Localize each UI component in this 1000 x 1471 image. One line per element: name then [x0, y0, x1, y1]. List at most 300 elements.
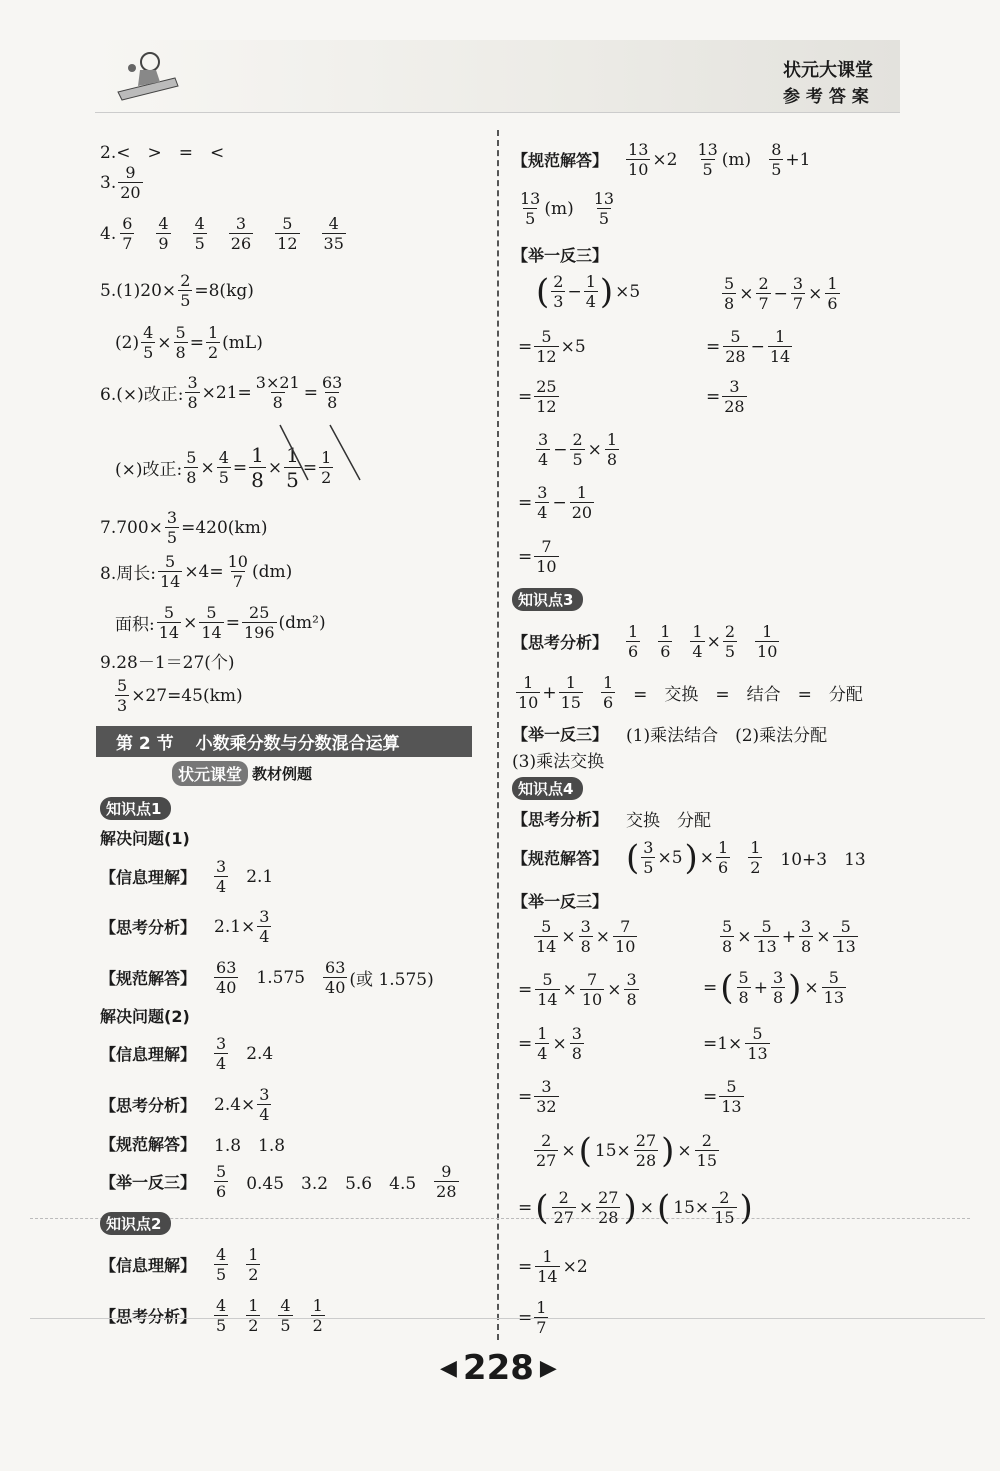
fraction: $\frac{4}{5}$: [194, 214, 205, 253]
answer-label: 【规范解答】: [512, 849, 609, 868]
calc-a-2: [518, 327, 586, 366]
text: ×21=: [201, 382, 252, 403]
answer-q8-2: [115, 603, 326, 642]
fraction: $\frac{5}{13}$: [721, 1077, 742, 1116]
fraction: $\frac{5}{14}$: [158, 603, 180, 642]
info-label: 【信息理解】: [100, 1256, 197, 1275]
answer-label: 【规范解答】: [100, 969, 197, 988]
fraction: $\frac{1}{7}$: [536, 1298, 547, 1337]
value: 2.4×: [214, 1094, 256, 1115]
fraction: $\frac{63}{40}$: [325, 958, 346, 997]
fraction: $\frac{8}{5}$: [771, 140, 782, 179]
fraction: $\frac{3}{32}$: [536, 1077, 557, 1116]
paren: ): [788, 967, 802, 1008]
fraction: $\frac{2}{7}$: [758, 274, 769, 313]
kp4-think: 交换 分配: [626, 811, 712, 831]
fraction: $\frac{13}{5}$: [697, 140, 718, 179]
equals: =: [706, 386, 721, 407]
answer-q9-2: [115, 676, 243, 715]
text: ×2: [652, 149, 678, 170]
cancel-strokes: [267, 420, 380, 500]
fraction: $\frac{1}{2}$: [321, 448, 332, 487]
text: 15×: [673, 1197, 710, 1218]
think-label: 【思考分析】: [100, 1096, 197, 1115]
r-answer-row: [512, 140, 810, 179]
equals: =: [303, 382, 318, 403]
times: ×: [699, 847, 715, 868]
calc-b-1: [722, 274, 840, 313]
fraction: $\frac{7}{10}$: [581, 970, 603, 1009]
fraction: $\frac{1}{2}$: [312, 1296, 323, 1335]
paren: (: [536, 271, 550, 312]
equals: =: [518, 1307, 533, 1328]
calc-a-1: [536, 272, 640, 311]
fraction: $\frac{3\times 21}{8}$: [255, 373, 300, 412]
fraction: $\frac{1}{15}$: [560, 673, 581, 712]
text: ×2: [562, 1256, 588, 1277]
fraction: $\frac{3}{7}$: [792, 274, 804, 313]
answer-q4: [100, 214, 346, 253]
page-header: [95, 40, 900, 113]
fraction: $\frac{1}{2}$: [207, 323, 219, 362]
q9-2-tail: ×27=45(km): [131, 685, 243, 706]
fraction: $\frac{6}{7}$: [122, 214, 133, 253]
kp3-think-row: [512, 622, 779, 661]
equals: =: [706, 336, 721, 357]
calc-e-3: [703, 1024, 770, 1063]
unit: (dm²): [278, 612, 326, 633]
r-answer-row-2: [518, 189, 616, 228]
times: ×: [561, 926, 576, 947]
fraction: $\frac{1}{5}$: [286, 443, 299, 492]
fraction: $\frac{3}{26}$: [230, 214, 252, 253]
fraction: $\frac{1}{2}$: [750, 838, 761, 877]
kp3-words: = 交换 = 结合 = 分配: [633, 685, 863, 705]
fraction: $\frac{3}{4}$: [259, 907, 270, 946]
kp1-label: 知识点1: [100, 797, 171, 820]
calc-d-1: [534, 917, 637, 956]
fraction: $\frac{1}{6}$: [660, 622, 671, 661]
fraction: $\frac{1}{20}$: [571, 483, 593, 522]
fraction: $\frac{4}{5}$: [280, 1296, 291, 1335]
equals: =: [518, 979, 533, 1000]
fraction: $\frac{4}{5}$: [216, 1245, 227, 1284]
expr: [214, 907, 271, 946]
paren: ): [661, 1130, 675, 1171]
fraction: $\frac{3}{8}$: [801, 917, 812, 956]
answer-q3: [100, 163, 143, 202]
value: 1.575: [256, 967, 306, 988]
expr: [518, 189, 574, 228]
paren: (: [720, 967, 734, 1008]
answer-q9-1: 9.28－1＝27(个): [100, 653, 235, 673]
fraction: $\frac{3}{4}$: [259, 1085, 270, 1124]
value: 0.45 3.2 5.6 4.5: [246, 1174, 417, 1194]
calc-e-1: [720, 917, 858, 956]
equals: =: [518, 1033, 533, 1054]
row-practice-1: [100, 1162, 459, 1201]
value: 2.1: [246, 866, 274, 887]
times: ×: [808, 283, 823, 304]
text: ×4=: [184, 561, 224, 582]
q5-2-label: (2): [115, 332, 140, 353]
times: ×: [183, 612, 198, 633]
calc-b-3: [706, 377, 747, 416]
fraction: $\frac{3}{28}$: [724, 377, 745, 416]
fraction: $\frac{13}{5}$: [593, 189, 615, 228]
fraction: $\frac{7}{10}$: [536, 537, 557, 576]
times: ×: [816, 926, 831, 947]
fraction: $\frac{1}{4}$: [537, 1024, 548, 1063]
knowledge-point-2: [100, 1212, 171, 1235]
solve-problem-2: 解决问题(2): [100, 1007, 190, 1026]
minus: −: [567, 281, 582, 302]
kp4-answer-row: [512, 838, 866, 877]
fraction: $\frac{2}{15}$: [714, 1188, 735, 1227]
fraction: $\frac{10}{7}$: [227, 552, 248, 591]
fraction: $\frac{5}{12}$: [277, 214, 298, 253]
fraction: $\frac{1}{6}$: [628, 622, 639, 661]
row-answer-1: [100, 958, 434, 997]
equals: =: [518, 1197, 533, 1218]
row-info-2: [100, 1034, 273, 1073]
fraction: $\frac{4}{9}$: [158, 214, 169, 253]
fraction: $\frac{4}{5}$: [143, 323, 154, 362]
times: ×: [587, 439, 602, 460]
footer-rule: [30, 1318, 985, 1319]
text: =8(kg): [194, 280, 254, 301]
fraction: $\frac{1}{4}$: [692, 622, 703, 661]
fraction: $\frac{1}{14}$: [769, 327, 791, 366]
equals: =: [518, 546, 533, 567]
row-think-2: [100, 1085, 271, 1124]
fraction: $\frac{3}{8}$: [626, 970, 637, 1009]
r-practice-label: 【举一反三】: [512, 246, 609, 265]
knowledge-point-3: [512, 588, 583, 611]
equals: =: [232, 457, 248, 478]
row-answer-2: [100, 1131, 285, 1156]
calc-f-3: [518, 1247, 588, 1286]
times: ×: [706, 631, 721, 652]
fraction: $\frac{7}{10}$: [615, 917, 636, 956]
calc-f-1: [534, 1131, 719, 1170]
unit: (mL): [222, 332, 263, 353]
times: ×: [737, 926, 752, 947]
kp2-label-text: 知识点2: [100, 1212, 171, 1235]
fraction: $\frac{1}{10}$: [757, 622, 778, 661]
fraction: $\frac{3}{4}$: [216, 857, 227, 896]
kp4-tail: 10+3 13: [780, 850, 866, 870]
q3-label: 3.: [100, 172, 117, 193]
answer-q8-1: [100, 552, 292, 591]
calc-e-4: [703, 1077, 744, 1116]
fraction: $\frac{5}{13}$: [835, 917, 856, 956]
answer-q5-1: [100, 271, 254, 310]
q7-tail: =420(km): [181, 517, 268, 538]
expr: [695, 140, 751, 179]
answer-q6-1: [100, 373, 344, 412]
minus: −: [552, 492, 567, 513]
q7-label: 7.700×: [100, 517, 163, 538]
calc-c-3: [518, 537, 559, 576]
expr: [626, 838, 730, 877]
expr: [626, 140, 677, 179]
times: ×: [562, 979, 577, 1000]
fraction: $\frac{4}{35}$: [323, 214, 344, 253]
fraction: $\frac{5}{14}$: [536, 917, 557, 956]
fraction: $\frac{5}{13}$: [823, 968, 845, 1007]
unit: (dm): [251, 561, 293, 582]
minus: −: [553, 439, 568, 460]
prev-arrow-icon: ◀: [440, 1355, 457, 1381]
unit: (m): [544, 198, 574, 219]
fraction: $\frac{9}{20}$: [120, 163, 141, 202]
next-arrow-icon: ▶: [539, 1355, 557, 1381]
fraction: $\frac{3}{4}$: [537, 483, 548, 522]
calc-a-3: [518, 377, 559, 416]
fraction: $\frac{2}{5}$: [572, 430, 583, 469]
kp3-practice: [512, 721, 827, 746]
fraction: $\frac{5}{8}$: [724, 274, 735, 313]
paren: ): [599, 271, 614, 312]
kp3-label: 知识点3: [512, 588, 583, 611]
row-think-1: [100, 907, 271, 946]
times: ×: [607, 979, 622, 1000]
value: 1.8 1.8: [214, 1136, 286, 1156]
fraction: $\frac{2}{27}$: [536, 1131, 557, 1170]
minus: −: [773, 283, 788, 304]
page-number: 228: [462, 1348, 534, 1388]
practice-label: 【举一反三】: [100, 1173, 197, 1192]
value: 2.4: [246, 1043, 274, 1064]
expr: [323, 958, 434, 997]
calc-f-2: [518, 1188, 753, 1227]
info-label: 【信息理解】: [100, 1045, 197, 1064]
fraction: $\frac{5}{8}$: [175, 323, 186, 362]
fraction: $\frac{5}{8}$: [738, 968, 749, 1007]
kp4-think-row: [512, 806, 711, 831]
times: ×: [200, 457, 215, 478]
mascot-logo-icon: [110, 48, 185, 106]
fraction: $\frac{3}{8}$: [772, 968, 784, 1007]
paren: (: [578, 1130, 592, 1171]
kp3-practice-1: (1)乘法结合 (2)乘法分配: [626, 726, 828, 746]
text: +1: [785, 149, 811, 170]
fraction: $\frac{5}{8}$: [186, 448, 197, 487]
value: (或 1.575): [349, 970, 434, 990]
equals: =: [189, 332, 204, 353]
text: ×5: [615, 281, 641, 302]
times: ×: [739, 283, 754, 304]
fraction: $\frac{5}{12}$: [536, 327, 557, 366]
value: 2.1×: [214, 916, 256, 937]
fraction: $\frac{5}{28}$: [725, 327, 746, 366]
fraction: $\frac{5}{6}$: [216, 1162, 227, 1201]
fraction: $\frac{1}{10}$: [518, 673, 539, 712]
fraction: $\frac{1}{2}$: [248, 1296, 259, 1335]
fraction: $\frac{4}{5}$: [218, 448, 229, 487]
equals: =: [518, 1256, 533, 1277]
section-heading: [96, 726, 472, 757]
kp3-row-2: [516, 673, 863, 712]
expr: [690, 622, 737, 661]
fraction: $\frac{3}{5}$: [643, 838, 654, 877]
equals: =: [703, 1086, 718, 1107]
fraction: $\frac{3}{4}$: [538, 430, 549, 469]
calc-d-2: [518, 970, 639, 1009]
kp3-practice-2: (3)乘法交换: [512, 752, 605, 772]
fraction: $\frac{3}{8}$: [580, 917, 591, 956]
fraction: $\frac{9}{28}$: [436, 1162, 457, 1201]
fraction: $\frac{5}{14}$: [201, 603, 222, 642]
plus: +: [781, 926, 797, 947]
times: ×: [639, 1197, 654, 1218]
times: ×: [595, 926, 611, 947]
text: ×5: [560, 336, 586, 357]
knowledge-point-4: [512, 777, 583, 800]
fraction: $\frac{5}{3}$: [117, 676, 128, 715]
lesson-banner: [172, 761, 312, 786]
calc-d-4: [518, 1077, 559, 1116]
fraction: $\frac{27}{28}$: [598, 1188, 619, 1227]
fraction: $\frac{4}{5}$: [216, 1296, 227, 1335]
header-brand: 状元大课堂: [783, 60, 873, 81]
fraction: $\frac{1}{8}$: [251, 443, 264, 492]
q6-1-label: 6.(×)改正:: [100, 385, 184, 405]
info-label: 【信息理解】: [100, 868, 197, 887]
fraction: $\frac{2}{5}$: [180, 271, 191, 310]
fraction: $\frac{63}{8}$: [321, 373, 343, 412]
fraction: $\frac{25}{196}$: [243, 603, 275, 642]
times: ×: [157, 332, 172, 353]
answer-label: 【规范解答】: [100, 1135, 197, 1154]
answer-q2: 2.< > = <: [100, 143, 225, 163]
times: ×: [267, 457, 283, 478]
section-title: 小数乘分数与分数混合运算: [195, 734, 400, 754]
expr: [769, 140, 810, 179]
q4-label: 4.: [100, 223, 117, 244]
fraction: $\frac{1}{6}$: [718, 838, 729, 877]
kp4-label: 知识点4: [512, 777, 583, 800]
paren: ): [684, 837, 698, 878]
row-info-1: [100, 857, 273, 896]
q8-2-label: 面积:: [115, 615, 155, 635]
answer-q5-2: [115, 323, 263, 362]
think-label: 【思考分析】: [512, 633, 609, 652]
fraction: $\frac{3}{4}$: [216, 1034, 227, 1073]
text: ×5: [657, 847, 683, 868]
calc-e-2: [703, 968, 846, 1007]
times: ×: [552, 1033, 567, 1054]
banner-text: 教材例题: [252, 765, 313, 783]
fraction: $\frac{1}{4}$: [585, 272, 596, 311]
fraction: $\frac{5}{13}$: [747, 1024, 768, 1063]
think-label: 【思考分析】: [100, 918, 197, 937]
equals: =: [518, 1086, 533, 1107]
paren: (: [535, 1187, 549, 1228]
fraction: $\frac{1}{2}$: [248, 1245, 259, 1284]
row-think-3: [100, 1296, 325, 1335]
fraction: $\frac{2}{5}$: [724, 622, 736, 661]
think-label: 【思考分析】: [100, 1307, 197, 1326]
practice-label: 【举一反三】: [512, 725, 609, 744]
paren: ): [623, 1187, 637, 1228]
fraction: $\frac{13}{5}$: [520, 189, 541, 228]
text: =1×: [703, 1033, 743, 1054]
fraction: $\frac{13}{10}$: [628, 140, 649, 179]
q6-2-label: (×)改正:: [115, 460, 183, 480]
paren: (: [657, 1187, 671, 1228]
calc-c-1: [536, 430, 619, 469]
fraction: $\frac{1}{6}$: [602, 673, 614, 712]
equals: =: [518, 336, 533, 357]
equals: =: [518, 492, 533, 513]
equals: =: [225, 612, 240, 633]
unit: (m): [721, 149, 752, 170]
times: ×: [804, 977, 819, 998]
times: ×: [561, 1140, 576, 1161]
calc-d-3: [518, 1024, 584, 1063]
banner-brand: 状元课堂: [172, 761, 248, 786]
expr: [516, 673, 583, 712]
knowledge-point-1: [100, 797, 171, 820]
fraction: $\frac{2}{27}$: [553, 1188, 574, 1227]
kp4-practice-label: 【举一反三】: [512, 892, 609, 911]
answer-label: 【规范解答】: [512, 151, 609, 170]
row-info-3: [100, 1245, 260, 1284]
equals: =: [703, 977, 718, 998]
times: ×: [677, 1140, 692, 1161]
plus: +: [542, 682, 557, 703]
times: ×: [578, 1197, 594, 1218]
fraction: $\frac{63}{40}$: [216, 958, 237, 997]
fraction: $\frac{1}{6}$: [827, 274, 838, 313]
plus: +: [753, 977, 768, 998]
header-subtitle: 参 考 答 案: [783, 87, 869, 107]
fraction: $\frac{5}{8}$: [722, 917, 733, 956]
think-label: 【思考分析】: [512, 810, 609, 829]
fraction: $\frac{5}{14}$: [537, 970, 558, 1009]
fraction: $\frac{3}{8}$: [187, 373, 198, 412]
equals: =: [518, 386, 533, 407]
calc-c-2: [518, 483, 594, 522]
fraction: $\frac{5}{14}$: [159, 552, 181, 591]
calc-b-2: [706, 327, 792, 366]
text: 15×: [594, 1140, 631, 1161]
solve-problem-1: 解决问题(1): [100, 829, 190, 848]
page-number-group: [440, 1348, 557, 1388]
q8-1-label: 8.周长:: [100, 564, 156, 584]
q5-1-label: 5.(1)20×: [100, 280, 177, 301]
fraction: $\frac{2}{15}$: [696, 1131, 717, 1170]
column-divider: [497, 130, 499, 1340]
fraction: $\frac{1}{14}$: [537, 1247, 558, 1286]
fraction: $\frac{25}{12}$: [536, 377, 557, 416]
fraction: $\frac{3}{5}$: [166, 508, 178, 547]
paren: (: [626, 837, 640, 878]
section-number: 第 2 节: [116, 734, 174, 754]
fraction: $\frac{1}{8}$: [606, 430, 618, 469]
fraction: $\frac{2}{3}$: [553, 272, 564, 311]
expr: [214, 1085, 271, 1124]
fraction: $\frac{3}{8}$: [571, 1024, 582, 1063]
paren: ): [739, 1187, 753, 1228]
minus: −: [750, 336, 765, 357]
fraction: $\frac{27}{28}$: [635, 1131, 657, 1170]
answer-q7: [100, 508, 268, 547]
fraction: $\frac{5}{13}$: [756, 917, 777, 956]
equals: =: [302, 457, 318, 478]
